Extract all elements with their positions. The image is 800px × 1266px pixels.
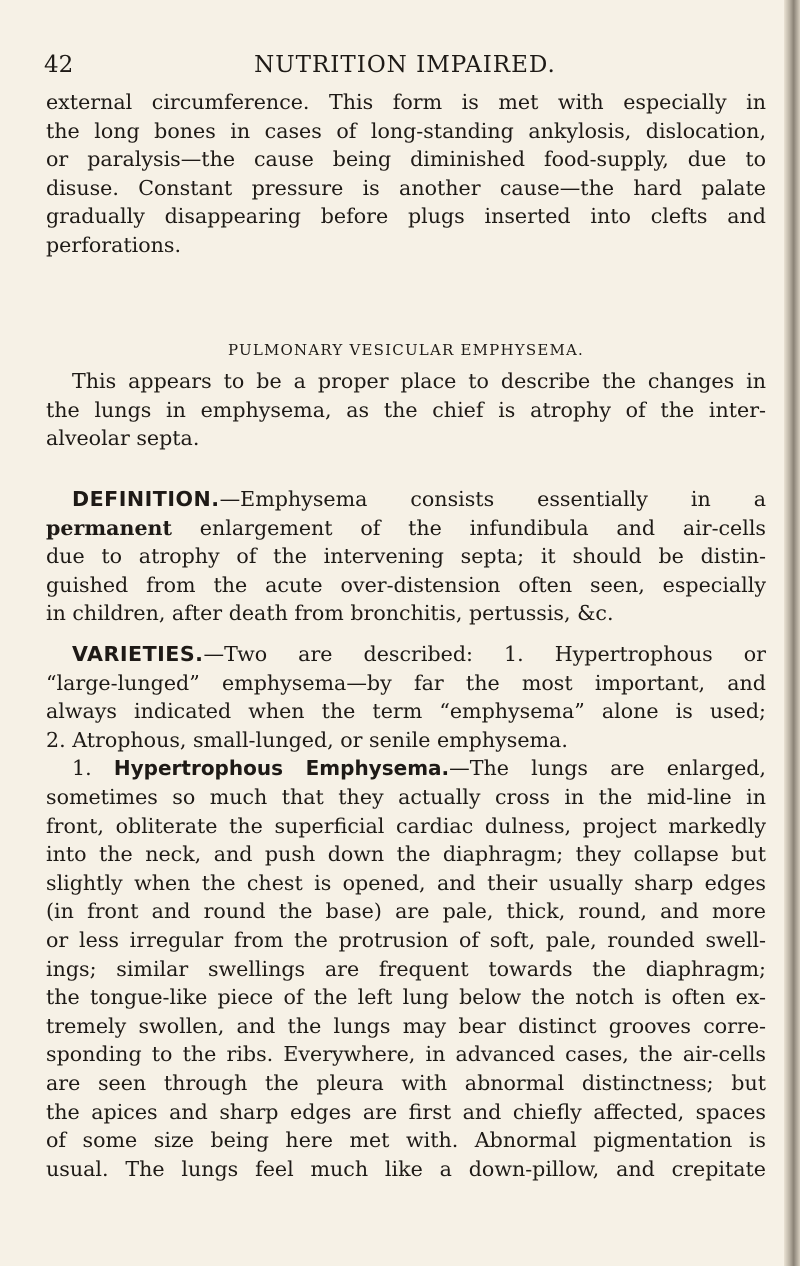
text-line: DEFINITION.—Emphysema consists essentially in a [72, 487, 766, 511]
text-line: “large-lunged” emphysema—by far the most important, and [46, 670, 766, 695]
text-line: into the neck, and push down the diaphragm; they collapse but [46, 842, 766, 867]
text-line: 1. Hypertrophous Emphysema.—The lungs are enlarged, [72, 756, 766, 781]
text-line: VARIETIES.—Two are described: 1. Hypertrophous or [72, 642, 766, 666]
text-line: This appears to be a proper place to describe the changes in [72, 369, 766, 393]
text-line: sometimes so much that they actually cross in the mid-line in [46, 784, 766, 809]
text-line: sponding to the ribs. Everywhere, in advanced cases, the air-cells [46, 1042, 766, 1067]
text-line: usual. The lungs feel much like a down-pillow, and crepitate [46, 1156, 766, 1181]
text-line: in children, after death from bronchitis, pertussis, &c. [46, 601, 614, 626]
text-line: 2. Atrophous, small-lunged, or senile emphysema. [46, 727, 568, 752]
text-line: (in front and round the base) are pale, thick, round, and more [46, 899, 766, 924]
text-line: are seen through the pleura with abnormal distinctness; but [46, 1070, 766, 1095]
text-line: gradually disappearing before plugs inserted into clefts and [46, 204, 766, 229]
text-line: external circumference. This form is met with especially in [46, 90, 766, 114]
page-number: 42 [44, 52, 74, 78]
text-line: due to atrophy of the intervening septa; it should be distin- [46, 544, 766, 569]
emphasis-word: permanent [46, 515, 173, 540]
text-line: of some size being here met with. Abnormal pigmentation is [46, 1128, 766, 1153]
page-edge-shadow [784, 0, 800, 1266]
hypertrophous-lead: Hypertrophous Emphysema. [113, 756, 450, 781]
paragraph-continuation [46, 88, 766, 260]
paragraph-definition [46, 485, 766, 628]
text-line: alveolar septa. [46, 426, 200, 451]
definition-lead: DEFINITION. [72, 487, 220, 511]
text-line: the tongue-like piece of the left lung below the notch is often ex- [46, 985, 766, 1010]
text-line: the apices and sharp edges are first and chiefly affected, spaces [46, 1099, 766, 1124]
text-line: tremely swollen, and the lungs may bear distinct grooves corre- [46, 1013, 766, 1038]
running-head: NUTRITION IMPAIRED. [254, 52, 556, 78]
text-line: always indicated when the term “emphysema” alone is used; [46, 699, 766, 724]
text-line: perforations. [46, 232, 181, 257]
text-line: or less irregular from the protrusion of soft, pale, rounded swell- [46, 927, 766, 952]
text-line: the lungs in emphysema, as the chief is atrophy of the inter- [46, 397, 766, 422]
paragraph-varieties [46, 640, 766, 1183]
paragraph-intro [46, 367, 766, 453]
text-line: or paralysis—the cause being diminished food-supply, due to [46, 147, 766, 172]
varieties-lead: VARIETIES. [72, 642, 204, 666]
text-line: ings; similar swellings are frequent towards the diaphragm; [46, 956, 766, 981]
text-line: permanent enlargement of the infundibula and air-cells [46, 515, 766, 540]
text-line: slightly when the chest is opened, and their usually sharp edges [46, 870, 766, 895]
text-line: disuse. Constant pressure is another cause—the hard palate [46, 175, 766, 200]
text-line: front, obliterate the superficial cardiac dulness, project markedly [46, 813, 766, 838]
text-line: guished from the acute over-distension often seen, especially [46, 572, 766, 597]
page-header [44, 52, 766, 88]
text-line: the long bones in cases of long-standing ankylosis, dislocation, [46, 118, 766, 143]
section-heading: PULMONARY VESICULAR EMPHYSEMA. [227, 341, 585, 359]
